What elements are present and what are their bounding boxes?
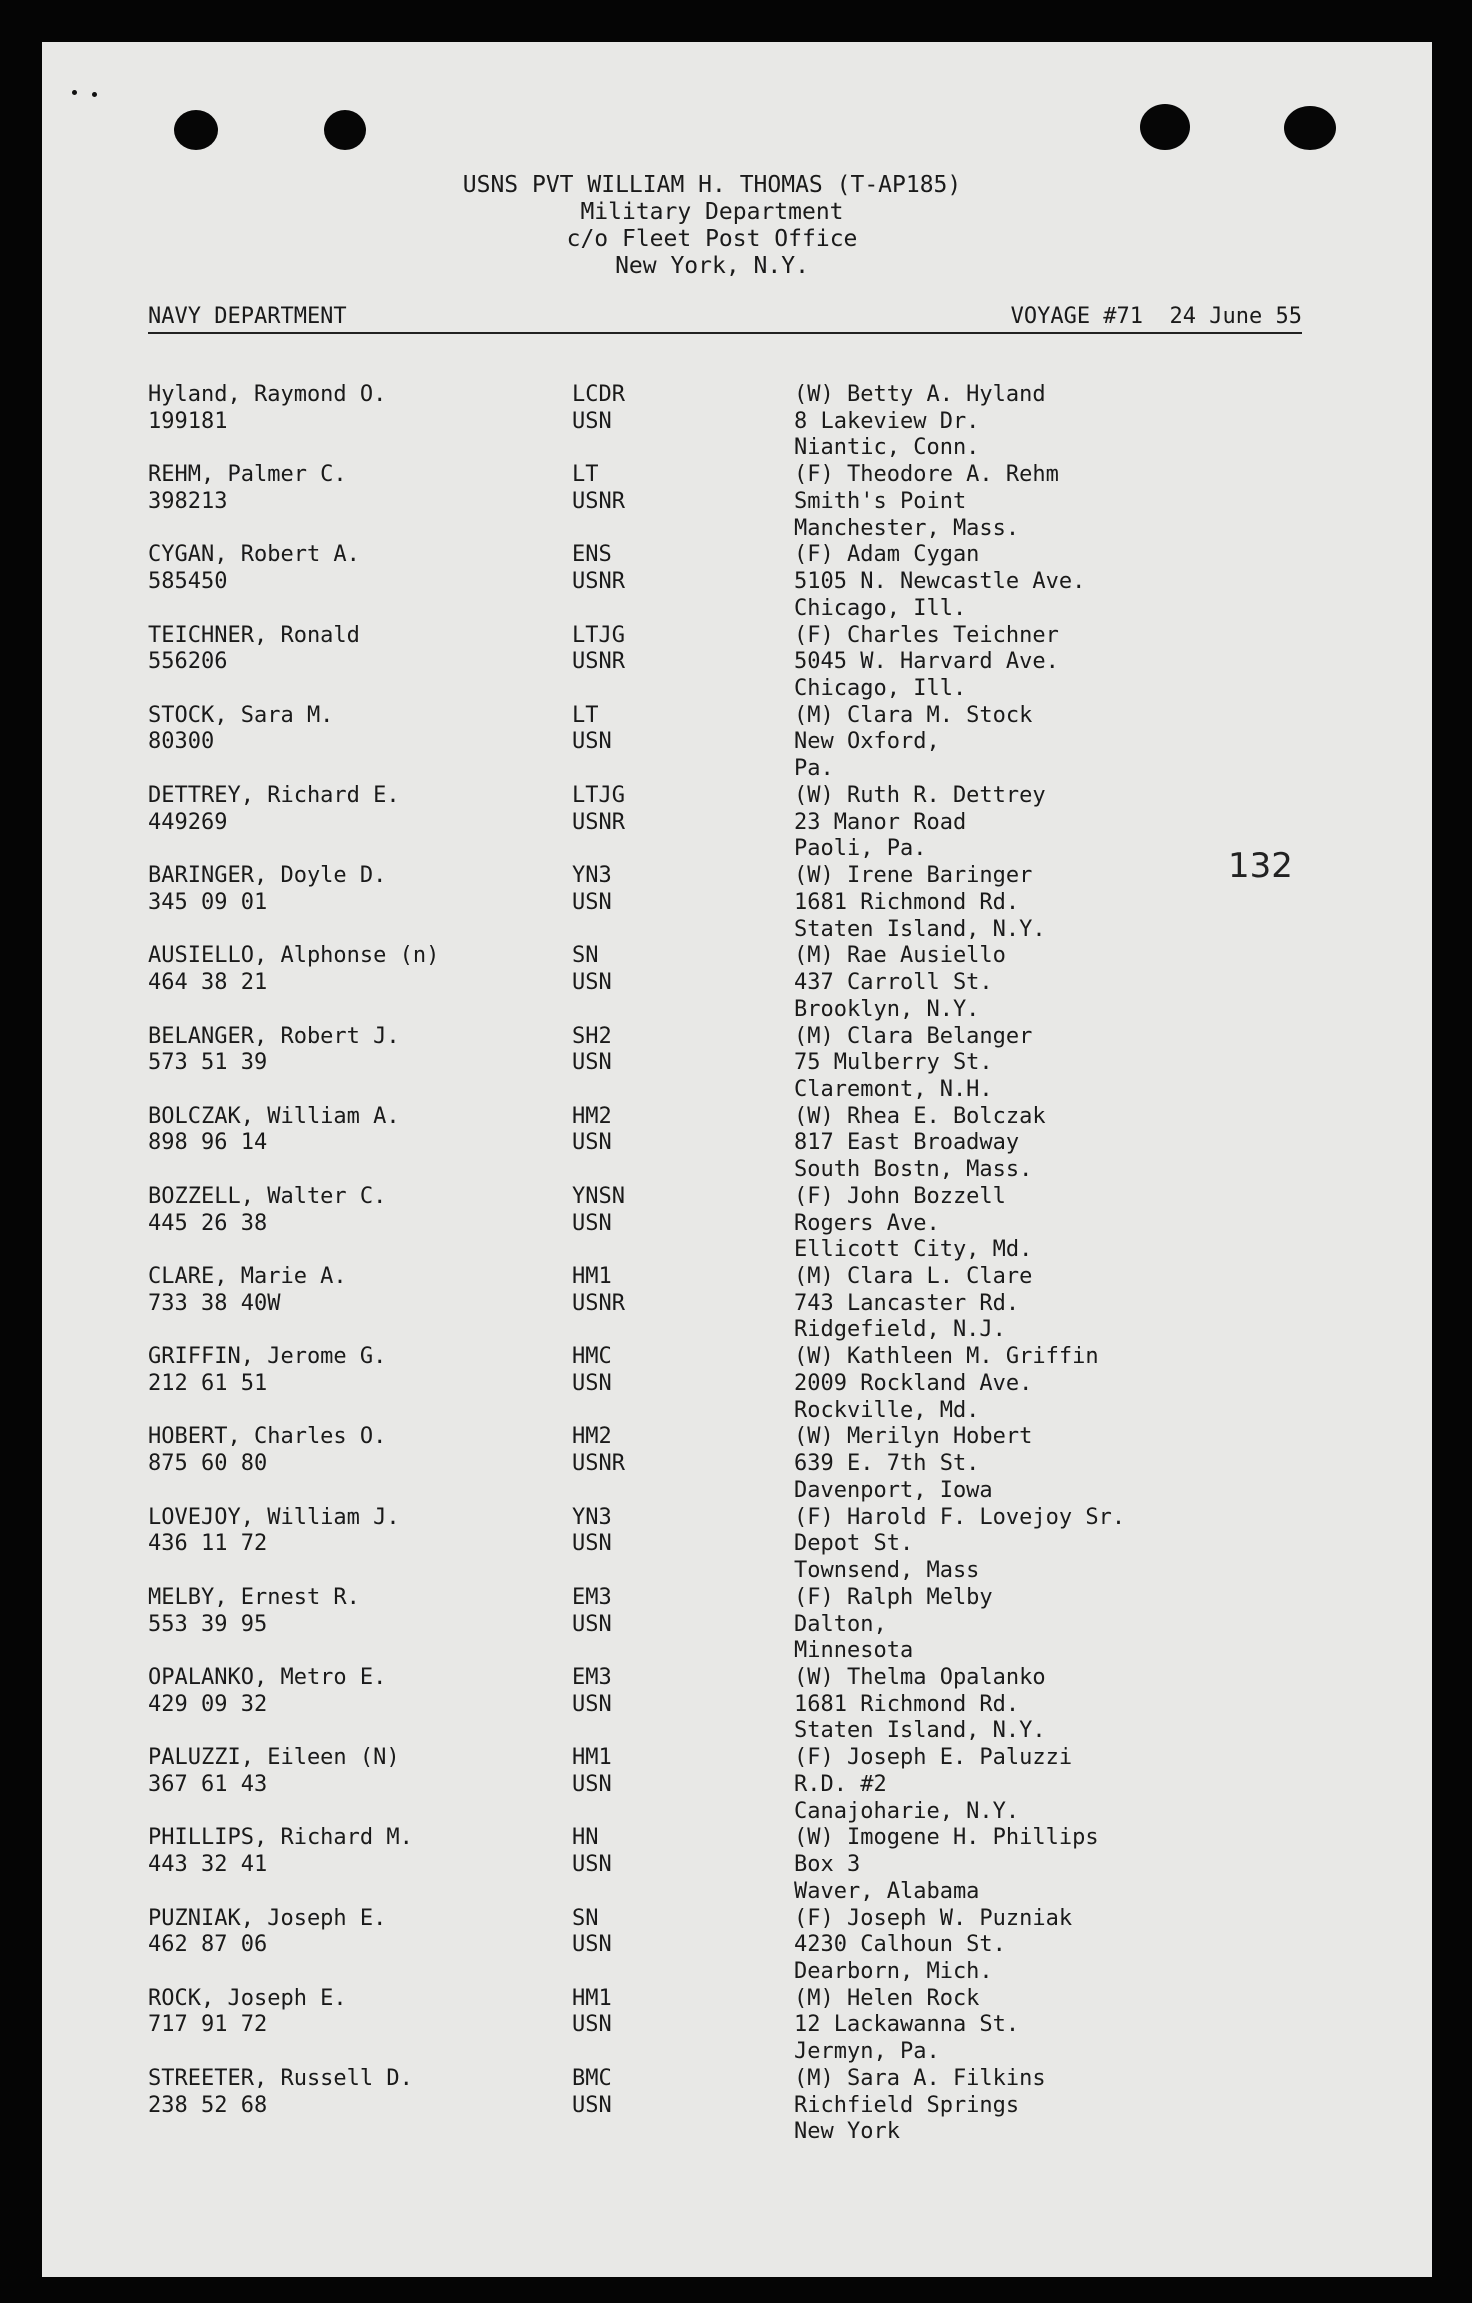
list-item	[148, 1424, 1348, 1504]
service-number: 443 32 41	[148, 1852, 268, 1878]
address-line: Smith's Point	[794, 488, 967, 514]
rank-column	[572, 1024, 692, 1077]
speck	[72, 90, 77, 95]
address-line: 1681 Richmond Rd.	[794, 1691, 1020, 1717]
name-column	[148, 1424, 568, 1477]
address-line: 12 Lackawanna St.	[794, 2012, 1020, 2038]
next-of-kin-column	[794, 943, 1354, 1023]
next-of-kin: (F) John Bozzell	[794, 1183, 1006, 1209]
rank: HM2	[572, 1424, 612, 1450]
rank: HM2	[572, 1103, 612, 1129]
name-column	[148, 1344, 568, 1397]
rank: BMC	[572, 2065, 612, 2091]
address-city: Brooklyn, N.Y.	[794, 996, 980, 1022]
next-of-kin: (M) Rae Ausiello	[794, 943, 1006, 969]
city: New York, N.Y.	[615, 253, 809, 279]
address-city: Niantic, Conn.	[794, 435, 980, 461]
rank-column	[572, 2066, 692, 2119]
next-of-kin-column	[794, 1745, 1354, 1825]
list-item	[148, 1825, 1348, 1905]
person-name: AUSIELLO, Alphonse (n)	[148, 943, 440, 969]
service-number: 80300	[148, 729, 215, 755]
service-branch: USN	[572, 1852, 612, 1878]
next-of-kin-column	[794, 1665, 1354, 1745]
next-of-kin: (F) Harold F. Lovejoy Sr.	[794, 1504, 1126, 1530]
service-number: 875 60 80	[148, 1451, 268, 1477]
next-of-kin: (W) Merilyn Hobert	[794, 1424, 1033, 1450]
person-name: BELANGER, Robert J.	[148, 1023, 400, 1049]
name-column	[148, 1104, 568, 1157]
service-branch: USN	[572, 1130, 612, 1156]
rank-column	[572, 1585, 692, 1638]
next-of-kin: (F) Theodore A. Rehm	[794, 462, 1059, 488]
address-city: Manchester, Mass.	[794, 515, 1020, 541]
person-name: PUZNIAK, Joseph E.	[148, 1905, 387, 1931]
service-number: 733 38 40W	[148, 1290, 281, 1316]
next-of-kin: (M) Sara A. Filkins	[794, 2065, 1046, 2091]
service-number: 398213	[148, 488, 228, 514]
rank: EM3	[572, 1584, 612, 1610]
service-number: 449269	[148, 809, 228, 835]
rank-column	[572, 783, 692, 836]
service-branch: USNR	[572, 809, 625, 835]
service-branch: USN	[572, 1050, 612, 1076]
service-branch: USN	[572, 889, 612, 915]
service-number: 553 39 95	[148, 1611, 268, 1637]
rank: LT	[572, 462, 599, 488]
address-line: R.D. #2	[794, 1771, 887, 1797]
address-city: Rockville, Md.	[794, 1397, 980, 1423]
rank-column	[572, 1104, 692, 1157]
person-name: MELBY, Ernest R.	[148, 1584, 360, 1610]
list-item	[148, 1906, 1348, 1986]
next-of-kin: (F) Joseph W. Puzniak	[794, 1905, 1073, 1931]
address-line: Dalton,	[794, 1611, 887, 1637]
address-line: Rogers Ave.	[794, 1210, 940, 1236]
service-branch: USNR	[572, 649, 625, 675]
next-of-kin: (M) Clara L. Clare	[794, 1264, 1033, 1290]
address-line: 2009 Rockland Ave.	[794, 1370, 1033, 1396]
next-of-kin-column	[794, 1184, 1354, 1264]
list-item	[148, 1986, 1348, 2066]
address-line: Richfield Springs	[794, 2092, 1020, 2118]
rank-column	[572, 623, 692, 676]
rank: EM3	[572, 1665, 612, 1690]
service-number: 238 52 68	[148, 2092, 268, 2118]
person-name: STOCK, Sara M.	[148, 702, 334, 728]
next-of-kin-column	[794, 703, 1354, 783]
address-line: Box 3	[794, 1852, 861, 1878]
address-city: Paoli, Pa.	[794, 836, 927, 862]
service-branch: USNR	[572, 1451, 625, 1477]
rank-column	[572, 1505, 692, 1558]
next-of-kin: (W) Ruth R. Dettrey	[794, 782, 1046, 808]
service-branch: USN	[572, 1932, 612, 1958]
rank: HN	[572, 1825, 599, 1851]
rank-column	[572, 703, 692, 756]
rank-column	[572, 1184, 692, 1237]
list-item	[148, 382, 1348, 462]
next-of-kin: (M) Helen Rock	[794, 1985, 980, 2011]
service-branch: USN	[572, 1771, 612, 1797]
next-of-kin-column	[794, 783, 1354, 863]
person-name: ROCK, Joseph E.	[148, 1985, 347, 2011]
rank-column	[572, 1344, 692, 1397]
person-name: TEICHNER, Ronald	[148, 622, 360, 648]
rank-column	[572, 542, 692, 595]
name-column	[148, 542, 568, 595]
name-column	[148, 1184, 568, 1237]
rank-column	[572, 1986, 692, 2039]
next-of-kin-column	[794, 1585, 1354, 1665]
address-city: Chicago, Ill.	[794, 675, 967, 701]
name-column	[148, 2066, 568, 2119]
name-column	[148, 623, 568, 676]
service-branch: USN	[572, 408, 612, 434]
next-of-kin-column	[794, 1344, 1354, 1424]
letterhead	[42, 172, 1382, 280]
rank: SH2	[572, 1023, 612, 1049]
service-branch: USN	[572, 1611, 612, 1637]
list-item	[148, 943, 1348, 1023]
service-number: 462 87 06	[148, 1932, 268, 1958]
document-page	[42, 42, 1432, 2277]
address-line: 743 Lancaster Rd.	[794, 1290, 1020, 1316]
person-name: BARINGER, Doyle D.	[148, 863, 387, 889]
list-item	[148, 1585, 1348, 1665]
address-line: New Oxford,	[794, 729, 940, 755]
address-city: Dearborn, Mich.	[794, 1958, 993, 1984]
address-city: Jermyn, Pa.	[794, 2039, 940, 2065]
personnel-list	[148, 382, 1348, 2146]
service-branch: USN	[572, 2012, 612, 2038]
rank: YNSN	[572, 1183, 625, 1209]
address-line: 4230 Calhoun St.	[794, 1932, 1006, 1958]
list-item	[148, 1505, 1348, 1585]
next-of-kin-column	[794, 1986, 1354, 2066]
next-of-kin: (W) Imogene H. Phillips	[794, 1825, 1099, 1851]
list-item	[148, 1024, 1348, 1104]
person-name: REHM, Palmer C.	[148, 462, 347, 488]
next-of-kin: (M) Clara M. Stock	[794, 702, 1033, 728]
list-item	[148, 1264, 1348, 1344]
service-number: 212 61 51	[148, 1370, 268, 1396]
list-item	[148, 1745, 1348, 1825]
next-of-kin-column	[794, 542, 1354, 622]
service-number: 556206	[148, 649, 228, 675]
address-line: 23 Manor Road	[794, 809, 967, 835]
rank-column	[572, 1264, 692, 1317]
service-branch: USN	[572, 729, 612, 755]
next-of-kin: (W) Kathleen M. Griffin	[794, 1344, 1099, 1370]
rank: LTJG	[572, 782, 625, 808]
name-column	[148, 863, 568, 916]
next-of-kin: (W) Irene Baringer	[794, 863, 1033, 889]
rank: YN3	[572, 863, 612, 889]
name-column	[148, 462, 568, 515]
list-item	[148, 1104, 1348, 1184]
address-city: Claremont, N.H.	[794, 1076, 993, 1102]
rank-column	[572, 863, 692, 916]
rank-column	[572, 382, 692, 435]
address-line: 5045 W. Harvard Ave.	[794, 649, 1059, 675]
service-number: 445 26 38	[148, 1210, 268, 1236]
rank: YN3	[572, 1504, 612, 1530]
service-number: 199181	[148, 408, 228, 434]
rank-column	[572, 462, 692, 515]
name-column	[148, 703, 568, 756]
rank-column	[572, 1906, 692, 1959]
name-column	[148, 783, 568, 836]
name-column	[148, 1906, 568, 1959]
next-of-kin: (W) Rhea E. Bolczak	[794, 1103, 1046, 1129]
service-number: 585450	[148, 569, 228, 595]
rank: LCDR	[572, 382, 625, 407]
list-item	[148, 542, 1348, 622]
next-of-kin-column	[794, 1024, 1354, 1104]
name-column	[148, 382, 568, 435]
rank: HMC	[572, 1344, 612, 1370]
person-name: DETTREY, Richard E.	[148, 782, 400, 808]
ship-name: USNS PVT WILLIAM H. THOMAS (T-AP185)	[462, 172, 962, 198]
rank-column	[572, 1665, 692, 1718]
service-branch: USNR	[572, 569, 625, 595]
service-branch: USNR	[572, 1290, 625, 1316]
list-item	[148, 863, 1348, 943]
list-item	[148, 1665, 1348, 1745]
person-name: HOBERT, Charles O.	[148, 1424, 387, 1450]
rank: HM1	[572, 1745, 612, 1771]
name-column	[148, 1585, 568, 1638]
list-item	[148, 2066, 1348, 2146]
person-name: BOLCZAK, William A.	[148, 1103, 400, 1129]
address-city: Ellicott City, Md.	[794, 1237, 1033, 1263]
post-office: c/o Fleet Post Office	[566, 226, 858, 252]
next-of-kin: (F) Charles Teichner	[794, 622, 1059, 648]
address-city: Davenport, Iowa	[794, 1477, 993, 1503]
next-of-kin-column	[794, 623, 1354, 703]
next-of-kin-column	[794, 1906, 1354, 1986]
next-of-kin-column	[794, 462, 1354, 542]
rank-column	[572, 1424, 692, 1477]
rank: LT	[572, 702, 599, 728]
speck	[92, 92, 97, 97]
address-line: 5105 N. Newcastle Ave.	[794, 569, 1086, 595]
person-name: OPALANKO, Metro E.	[148, 1665, 387, 1690]
service-branch: USN	[572, 1210, 612, 1236]
service-number: 573 51 39	[148, 1050, 268, 1076]
rank-column	[572, 1825, 692, 1878]
next-of-kin: (W) Betty A. Hyland	[794, 382, 1046, 407]
service-branch: USN	[572, 970, 612, 995]
voyage-date: VOYAGE #71 24 June 55	[1010, 304, 1302, 329]
rank: ENS	[572, 542, 612, 568]
rank: HM1	[572, 1985, 612, 2011]
rank: SN	[572, 1905, 599, 1931]
name-column	[148, 1745, 568, 1798]
service-branch: USN	[572, 1370, 612, 1396]
service-branch: USN	[572, 1691, 612, 1717]
rank: HM1	[572, 1264, 612, 1290]
next-of-kin-column	[794, 2066, 1354, 2146]
next-of-kin-column	[794, 382, 1354, 462]
next-of-kin-column	[794, 1104, 1354, 1184]
next-of-kin-column	[794, 863, 1354, 943]
navy-department-label: NAVY DEPARTMENT	[148, 304, 347, 329]
name-column	[148, 1986, 568, 2039]
service-branch: USN	[572, 1531, 612, 1557]
punch-hole	[174, 110, 218, 150]
address-line: 817 East Broadway	[794, 1130, 1020, 1156]
service-number: 367 61 43	[148, 1771, 268, 1797]
rank-column	[572, 1745, 692, 1798]
department-name: Military Department	[580, 199, 844, 225]
address-city: Waver, Alabama	[794, 1878, 980, 1904]
next-of-kin-column	[794, 1424, 1354, 1504]
name-column	[148, 1825, 568, 1878]
name-column	[148, 1264, 568, 1317]
next-of-kin: (F) Ralph Melby	[794, 1584, 993, 1610]
rank-column	[572, 943, 692, 996]
service-number: 717 91 72	[148, 2012, 268, 2038]
list-item	[148, 783, 1348, 863]
address-city: Minnesota	[794, 1638, 914, 1664]
service-number: 464 38 21	[148, 970, 268, 995]
person-name: LOVEJOY, William J.	[148, 1504, 400, 1530]
address-line: 75 Mulberry St.	[794, 1050, 993, 1076]
name-column	[148, 1665, 568, 1718]
punch-hole	[1140, 104, 1190, 150]
address-line: 437 Carroll St.	[794, 970, 993, 995]
address-line: 1681 Richmond Rd.	[794, 889, 1020, 915]
rank: SN	[572, 943, 599, 969]
list-item	[148, 623, 1348, 703]
address-city: Ridgefield, N.J.	[794, 1317, 1006, 1343]
list-item	[148, 1184, 1348, 1264]
rank: LTJG	[572, 622, 625, 648]
address-city: New York	[794, 2119, 900, 2145]
name-column	[148, 943, 568, 996]
list-item	[148, 462, 1348, 542]
service-branch: USN	[572, 2092, 612, 2118]
next-of-kin-column	[794, 1505, 1354, 1585]
service-number: 898 96 14	[148, 1130, 268, 1156]
address-city: South Bostn, Mass.	[794, 1157, 1033, 1183]
name-column	[148, 1505, 568, 1558]
person-name: PHILLIPS, Richard M.	[148, 1825, 413, 1851]
address-city: Pa.	[794, 756, 834, 782]
service-number: 436 11 72	[148, 1531, 268, 1557]
list-item	[148, 703, 1348, 783]
next-of-kin-column	[794, 1264, 1354, 1344]
next-of-kin: (F) Joseph E. Paluzzi	[794, 1745, 1073, 1771]
person-name: Hyland, Raymond O.	[148, 382, 387, 407]
address-city: Canajoharie, N.Y.	[794, 1798, 1020, 1824]
page-number-stamp: 132	[1228, 846, 1293, 886]
person-name: BOZZELL, Walter C.	[148, 1183, 387, 1209]
person-name: PALUZZI, Eileen (N)	[148, 1745, 400, 1771]
list-item	[148, 1344, 1348, 1424]
address-city: Staten Island, N.Y.	[794, 1718, 1046, 1744]
next-of-kin-column	[794, 1825, 1354, 1905]
service-number: 345 09 01	[148, 889, 268, 915]
name-column	[148, 1024, 568, 1077]
person-name: CYGAN, Robert A.	[148, 542, 360, 568]
service-number: 429 09 32	[148, 1691, 268, 1717]
address-line: 8 Lakeview Dr.	[794, 408, 980, 434]
address-city: Chicago, Ill.	[794, 595, 967, 621]
punch-hole	[1284, 106, 1336, 150]
next-of-kin: (F) Adam Cygan	[794, 542, 980, 568]
person-name: GRIFFIN, Jerome G.	[148, 1344, 387, 1370]
service-branch: USNR	[572, 488, 625, 514]
next-of-kin: (W) Thelma Opalanko	[794, 1665, 1046, 1690]
person-name: CLARE, Marie A.	[148, 1264, 347, 1290]
next-of-kin: (M) Clara Belanger	[794, 1023, 1033, 1049]
punch-hole	[324, 110, 366, 150]
address-city: Staten Island, N.Y.	[794, 916, 1046, 942]
address-line: Depot St.	[794, 1531, 914, 1557]
address-city: Townsend, Mass	[794, 1558, 980, 1583]
person-name: STREETER, Russell D.	[148, 2065, 413, 2091]
address-line: 639 E. 7th St.	[794, 1451, 980, 1477]
subheader	[148, 304, 1302, 334]
